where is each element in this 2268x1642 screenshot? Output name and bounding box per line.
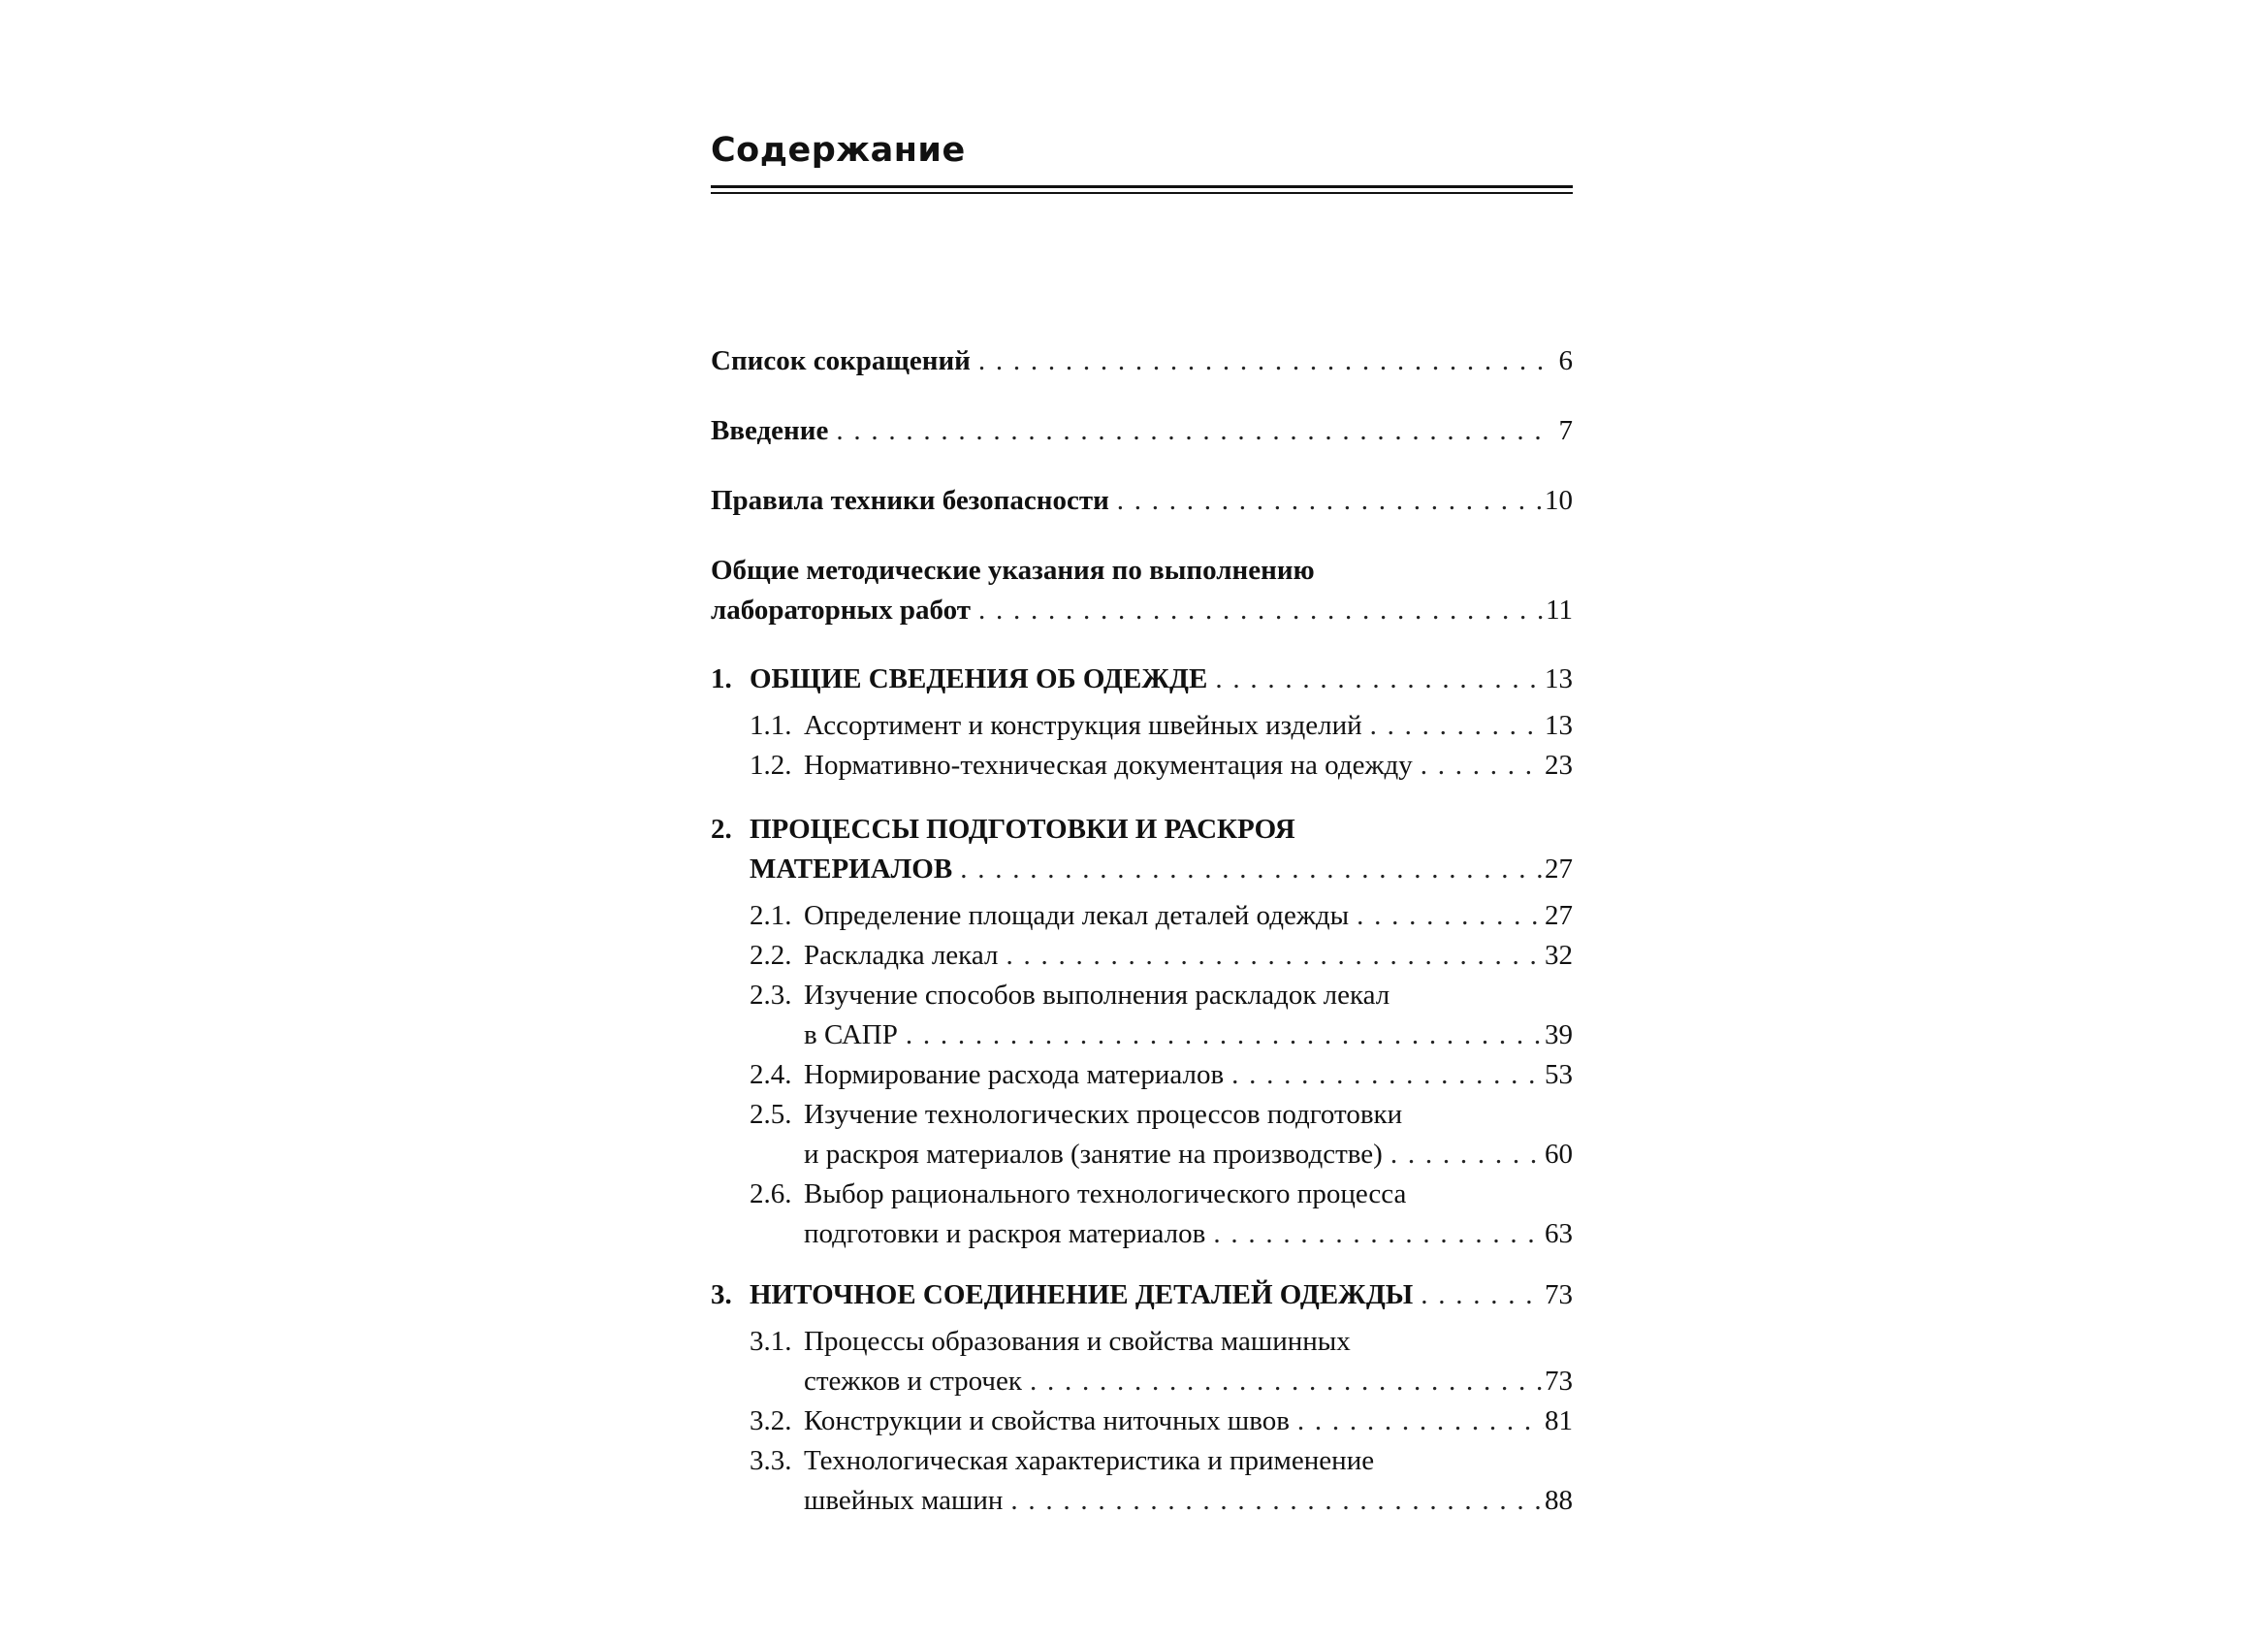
toc-section-3[interactable]	[711, 1278, 1573, 1311]
subsection-number: 3.1.	[750, 1326, 792, 1357]
toc-entry-title: лабораторных работ	[711, 595, 971, 626]
toc-leader-dots	[898, 1018, 1544, 1051]
subsection-title: Процессы образования и свойства машинных	[804, 1326, 1351, 1357]
toc-page-number: 27	[1545, 900, 1573, 931]
toc-entry-safety-rules[interactable]	[711, 484, 1573, 517]
toc-leader-dots	[1109, 484, 1544, 517]
subsection-number: 2.6.	[750, 1178, 792, 1209]
toc-page-number: 60	[1545, 1139, 1573, 1170]
toc-page-number: 13	[1545, 710, 1573, 741]
toc-leader-dots	[828, 414, 1544, 447]
toc-section-2-line1[interactable]	[711, 813, 1573, 846]
subsection-title: Нормирование расхода материалов	[804, 1059, 1225, 1090]
toc-leader-dots	[998, 939, 1544, 972]
toc-subsection-3-3-line2[interactable]	[711, 1484, 1573, 1517]
section-number: 3.	[711, 1279, 732, 1310]
section-number: 2.	[711, 814, 732, 845]
toc-entry-title: Введение	[711, 415, 829, 446]
subsection-number: 3.2.	[750, 1405, 792, 1436]
subsection-title: Определение площади лекал деталей одежды	[804, 900, 1350, 931]
toc-page-number: 73	[1545, 1279, 1573, 1310]
toc-subsection-3-1-line2[interactable]	[711, 1365, 1573, 1398]
title-rule-thin	[711, 192, 1573, 194]
toc-subsection-2-4[interactable]	[711, 1058, 1573, 1091]
toc-page-number: 63	[1545, 1218, 1573, 1249]
subsection-title: Технологическая характеристика и применение	[804, 1445, 1375, 1476]
subsection-number: 2.1.	[750, 900, 792, 931]
toc-leader-dots	[1349, 899, 1544, 932]
toc-subsection-2-5-line2[interactable]	[711, 1138, 1573, 1171]
toc-page-number: 11	[1546, 595, 1573, 626]
subsection-title: Раскладка лекал	[804, 940, 999, 971]
subsection-title: Выбор рационального технологического процесса	[804, 1178, 1407, 1209]
toc-leader-dots	[1003, 1484, 1544, 1517]
subsection-title: Нормативно-техническая документация на одежду	[804, 750, 1413, 781]
section-title: МАТЕРИАЛОВ	[750, 853, 953, 885]
toc-subsection-3-2[interactable]	[711, 1404, 1573, 1437]
section-title: НИТОЧНОЕ СОЕДИНЕНИЕ ДЕТАЛЕЙ ОДЕЖДЫ	[750, 1279, 1414, 1310]
toc-subsection-2-1[interactable]	[711, 899, 1573, 932]
toc-page	[711, 0, 1573, 1642]
toc-section-1[interactable]	[711, 662, 1573, 695]
subsection-title: Изучение способов выполнения раскладок лекал	[804, 980, 1390, 1011]
toc-entry-title: Правила техники безопасности	[711, 485, 1109, 516]
toc-subsection-2-6-line2[interactable]	[711, 1217, 1573, 1250]
toc-entry-title: Список сокращений	[711, 345, 971, 376]
toc-leader-dots	[1413, 749, 1544, 782]
section-number: 1.	[711, 663, 732, 694]
toc-page-number: 73	[1545, 1366, 1573, 1397]
toc-leader-dots	[1205, 1217, 1544, 1250]
toc-page-number: 53	[1545, 1059, 1573, 1090]
toc-entry-general-guidelines-line1[interactable]	[711, 554, 1573, 587]
toc-entry-abbreviations[interactable]	[711, 344, 1573, 377]
subsection-title: Конструкции и свойства ниточных швов	[804, 1405, 1290, 1436]
toc-leader-dots	[1022, 1365, 1544, 1398]
toc-page-number: 39	[1545, 1019, 1573, 1050]
toc-page-number: 32	[1545, 940, 1573, 971]
subsection-title: стежков и строчек	[804, 1366, 1022, 1397]
subsection-number: 2.5.	[750, 1099, 792, 1130]
section-title: ОБЩИЕ СВЕДЕНИЯ ОБ ОДЕЖДЕ	[750, 663, 1208, 694]
toc-page-number: 81	[1545, 1405, 1573, 1436]
title-rule-thick	[711, 185, 1573, 188]
toc-subsection-2-2[interactable]	[711, 939, 1573, 972]
toc-entry-introduction[interactable]	[711, 414, 1573, 447]
toc-leader-dots	[971, 344, 1544, 377]
subsection-title: Изучение технологических процессов подготовки	[804, 1099, 1403, 1130]
toc-leader-dots	[952, 853, 1544, 885]
subsection-number: 1.2.	[750, 750, 792, 781]
toc-page-number: 7	[1558, 415, 1573, 446]
toc-subsection-3-3-line1[interactable]	[711, 1444, 1573, 1477]
toc-subsection-3-1-line1[interactable]	[711, 1325, 1573, 1358]
subsection-title: Ассортимент и конструкция швейных изделий	[804, 710, 1362, 741]
toc-section-2-line2[interactable]	[711, 853, 1573, 885]
toc-page-number: 88	[1545, 1485, 1573, 1516]
toc-subsection-2-6-line1[interactable]	[711, 1177, 1573, 1210]
subsection-title: в САПР	[804, 1019, 898, 1050]
section-title: ПРОЦЕССЫ ПОДГОТОВКИ И РАСКРОЯ	[750, 814, 1295, 845]
toc-leader-dots	[971, 594, 1544, 627]
toc-leader-dots	[1207, 662, 1544, 695]
subsection-number: 1.1.	[750, 710, 792, 741]
toc-subsection-2-5-line1[interactable]	[711, 1098, 1573, 1131]
toc-leader-dots	[1413, 1278, 1544, 1311]
toc-leader-dots	[1383, 1138, 1544, 1171]
toc-page-number: 13	[1545, 663, 1573, 694]
subsection-number: 3.3.	[750, 1445, 792, 1476]
toc-leader-dots	[1362, 709, 1544, 742]
toc-entry-general-guidelines-line2[interactable]	[711, 594, 1573, 627]
toc-page-number: 10	[1545, 485, 1573, 516]
toc-subsection-1-2[interactable]	[711, 749, 1573, 782]
toc-page-number: 27	[1545, 853, 1573, 885]
subsection-number: 2.2.	[750, 940, 792, 971]
toc-subsection-1-1[interactable]	[711, 709, 1573, 742]
subsection-title: подготовки и раскроя материалов	[804, 1218, 1206, 1249]
subsection-title: швейных машин	[804, 1485, 1004, 1516]
subsection-number: 2.4.	[750, 1059, 792, 1090]
toc-leader-dots	[1290, 1404, 1544, 1437]
toc-page-number: 23	[1545, 750, 1573, 781]
subsection-number: 2.3.	[750, 980, 792, 1011]
toc-page-number: 6	[1558, 345, 1573, 376]
page-title: Содержание	[711, 131, 966, 170]
subsection-title: и раскроя материалов (занятие на производстве)	[804, 1139, 1383, 1170]
toc-subsection-2-3-line2[interactable]	[711, 1018, 1573, 1051]
toc-entry-title: Общие методические указания по выполнению	[711, 555, 1315, 586]
toc-leader-dots	[1224, 1058, 1544, 1091]
toc-subsection-2-3-line1[interactable]	[711, 979, 1573, 1012]
